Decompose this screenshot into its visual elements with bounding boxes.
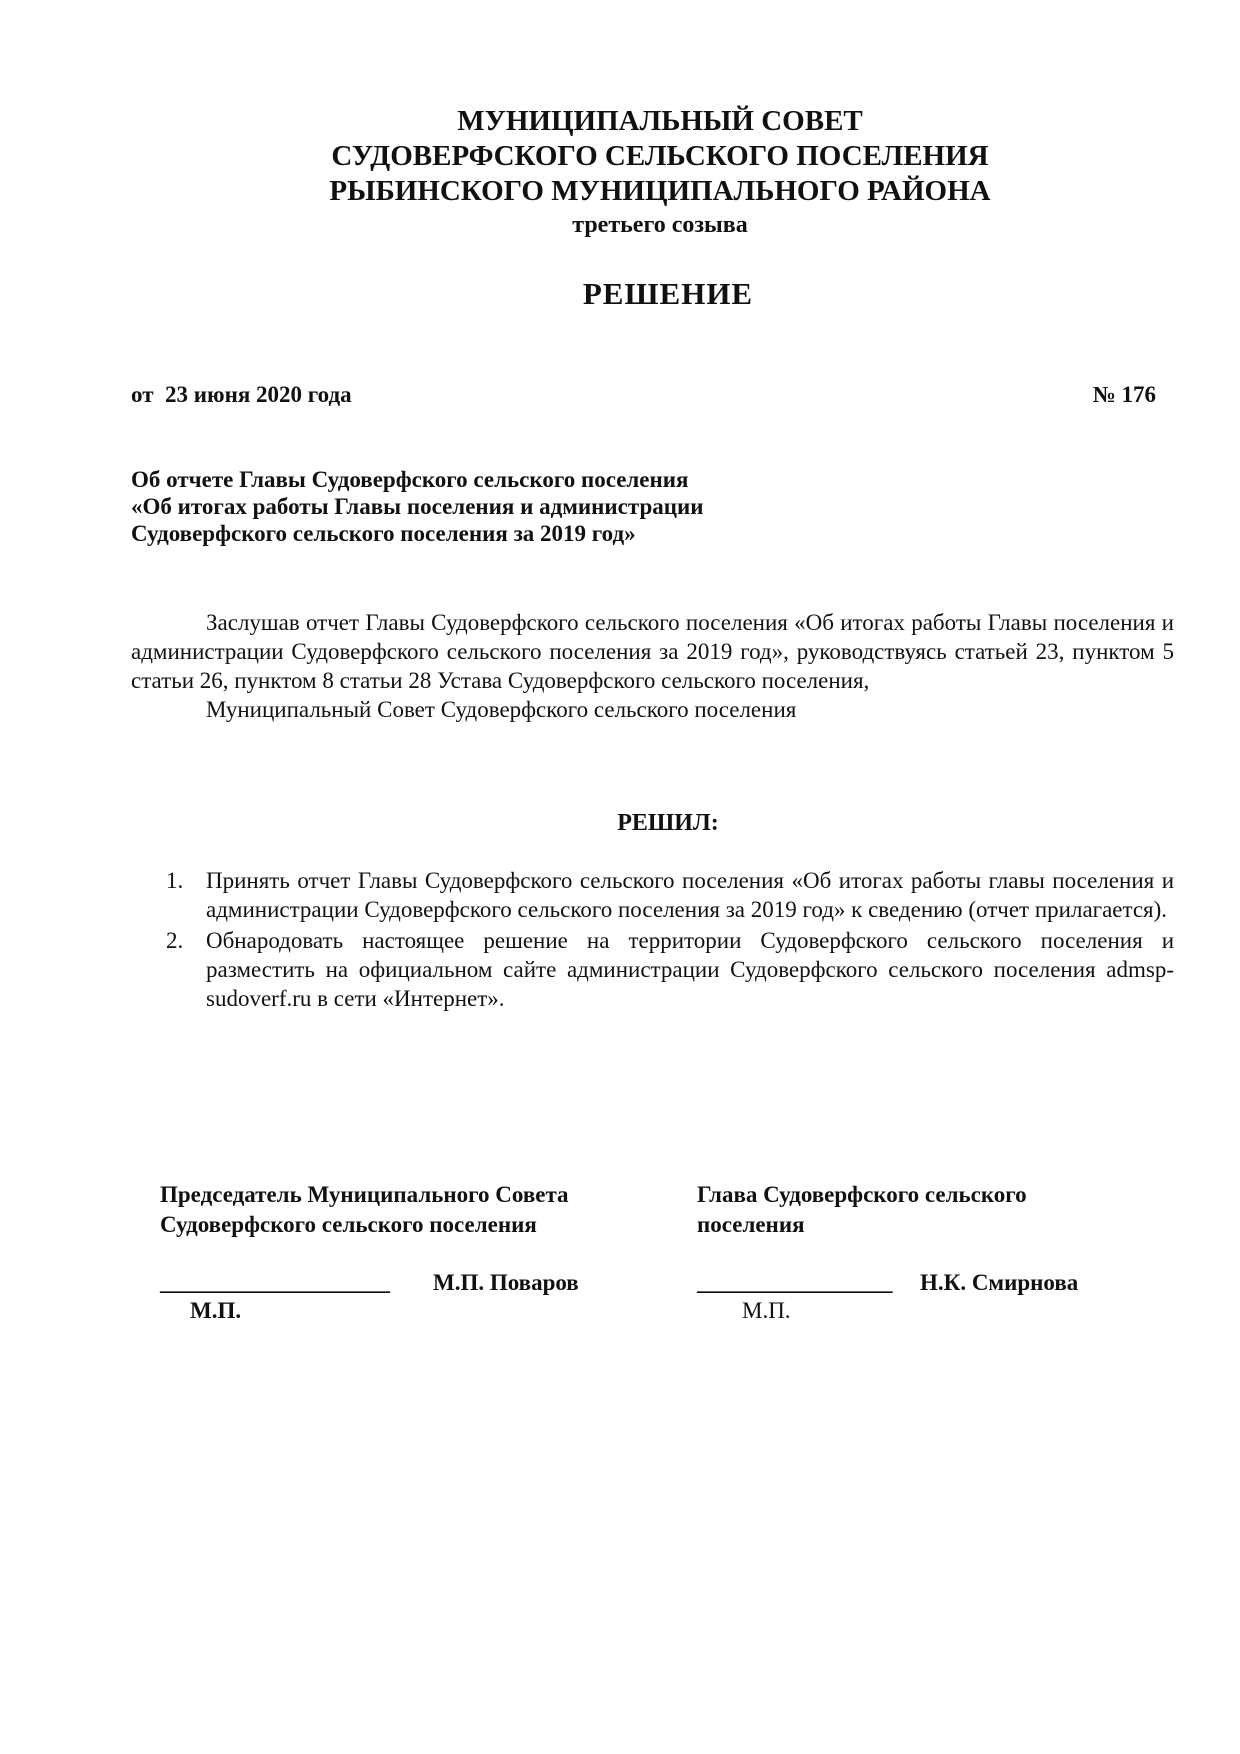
chairman-title-line-2: Судоверфского сельского поселения xyxy=(160,1212,537,1237)
document-date: от 23 июня 2020 года xyxy=(131,382,352,407)
resolution-item-number: 2. xyxy=(166,928,184,953)
chairman-seal-mark: М.П. xyxy=(190,1298,242,1323)
resolution-item xyxy=(166,926,1174,1013)
issuer-line-3: РЫБИНСКОГО МУНИЦИПАЛЬНОГО РАЙОНА xyxy=(329,175,991,207)
resolution-item-text: Принять отчет Главы Судоверфского сельского поселения «Об итогах работы главы поселения и администрации Судоверфского сельского поселения за 2019 год» к сведению (отчет прилагается). xyxy=(206,868,1174,922)
resolution-item xyxy=(166,866,1174,924)
head-seal-mark: М.П. xyxy=(742,1298,791,1323)
subject-line-3: Судоверфского сельского поселения за 2019 год» xyxy=(131,521,636,546)
resolution-item-text: Обнародовать настоящее решение на территории Судоверфского сельского поселения и разместить на официальном сайте администрации Судоверфского сельского поселения admsp-sudoverf.ru в сети «Интернет». xyxy=(206,928,1174,1011)
preamble xyxy=(131,608,1174,724)
head-title-line-1: Глава Судоверфского сельского xyxy=(697,1182,1027,1207)
resolution-item-number: 1. xyxy=(166,868,184,893)
document-number: № 176 xyxy=(1092,382,1156,407)
chairman-signature-line xyxy=(160,1270,390,1296)
head-signature-underline: _________________ xyxy=(697,1270,893,1295)
subject-line-2: «Об итогах работы Главы поселения и администрации xyxy=(131,494,704,519)
head-name: Н.К. Смирнова xyxy=(920,1270,1079,1295)
preamble-paragraph-2: Муниципальный Совет Судоверфского сельского поселения xyxy=(206,697,797,722)
head-title-line-2: поселения xyxy=(697,1212,805,1237)
resolution-list xyxy=(166,866,1174,1015)
decided-heading: РЕШИЛ: xyxy=(617,810,719,836)
subject-line-1: Об отчете Главы Судоверфского сельского поселения xyxy=(131,467,689,492)
issuer-header xyxy=(0,104,1240,241)
head-title xyxy=(697,1180,1027,1240)
issuer-line-2: СУДОВЕРФСКОГО СЕЛЬСКОГО ПОСЕЛЕНИЯ xyxy=(331,140,989,172)
issuer-line-1: МУНИЦИПАЛЬНЫЙ СОВЕТ xyxy=(457,105,863,137)
chairman-signature-underline: ____________________ xyxy=(160,1270,390,1295)
chairman-title xyxy=(160,1180,569,1240)
document-subject xyxy=(131,466,891,547)
chairman-name: М.П. Поваров xyxy=(433,1270,579,1295)
preamble-paragraph-1: Заслушав отчет Главы Судоверфского сельского поселения «Об итогах работы Главы поселения и администрации Судоверфского сельского поселения за 2019 год», руководствуясь статьей 23, пунктом 5 статьи 26, пунктом 8 статьи 28 Устава Судоверфского сельского поселения, xyxy=(131,610,1174,693)
document-type: РЕШЕНИЕ xyxy=(582,276,754,311)
convocation: третьего созыва xyxy=(572,212,748,238)
head-signature-line xyxy=(697,1270,893,1296)
chairman-title-line-1: Председатель Муниципального Совета xyxy=(160,1182,569,1207)
